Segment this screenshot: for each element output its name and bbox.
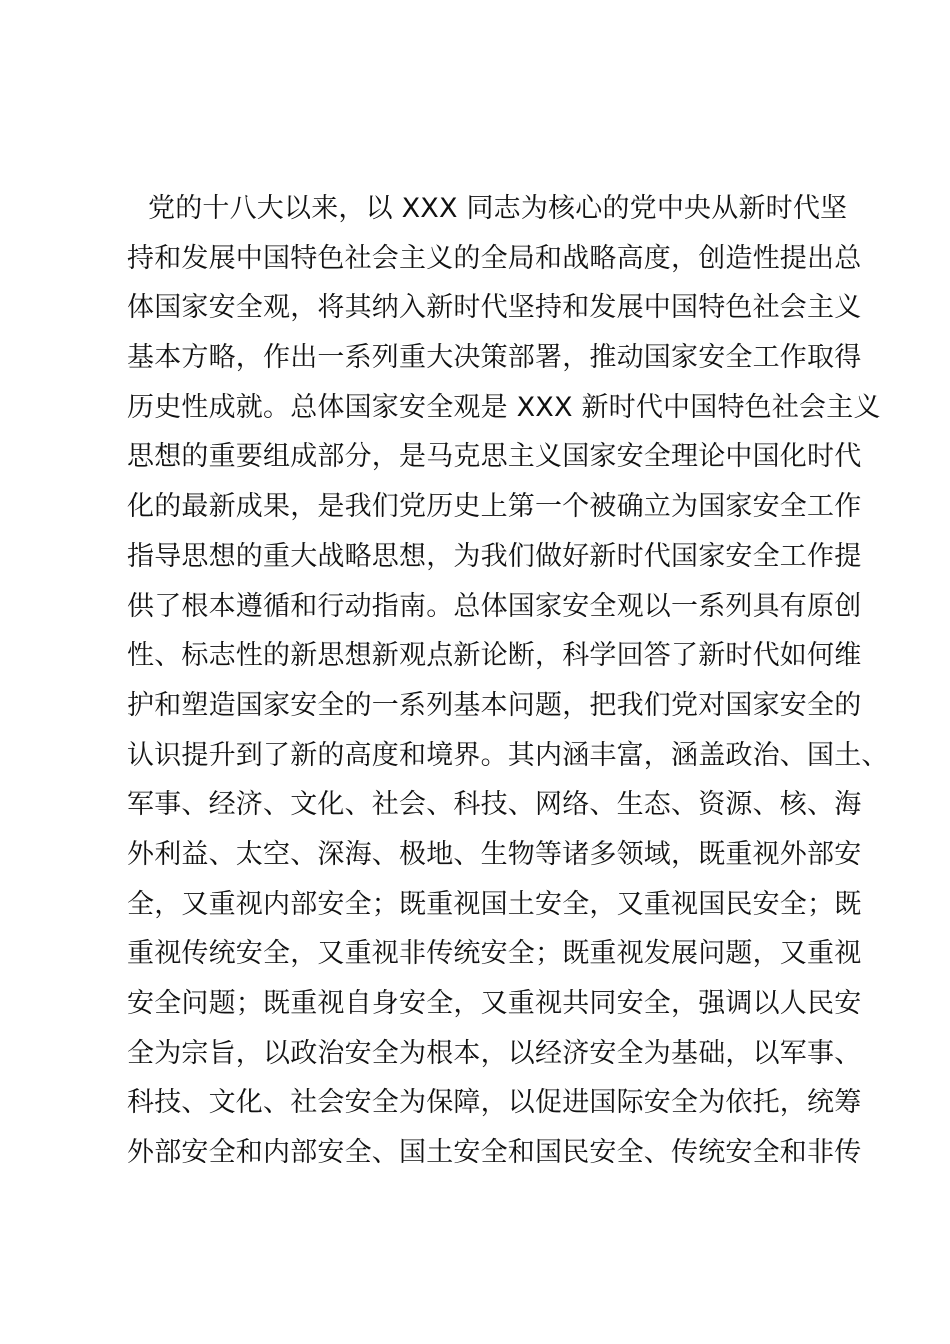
text-line: 化的最新成果，是我们党历史上第一个被确立为国家安全工作 [127, 491, 862, 523]
text-line: 全，又重视内部安全；既重视国土安全，又重视国民安全；既 [127, 888, 862, 920]
text-line: 历史性成就。总体国家安全观是 XXX 新时代中国特色社会主义 [127, 391, 881, 423]
text-line: 思想的重要组成部分，是马克思主义国家安全理论中国化时代 [127, 441, 862, 473]
text-line: 供了根本遵循和行动指南。总体国家安全观以一系列具有原创 [127, 590, 862, 622]
text-line: 军事、经济、文化、社会、科技、网络、生态、资源、核、海 [127, 789, 862, 821]
body-paragraph [127, 184, 889, 1178]
text-line: 外部安全和内部安全、国土安全和国民安全、传统安全和非传 [127, 1137, 862, 1169]
text-line: 体国家安全观，将其纳入新时代坚持和发展中国特色社会主义 [127, 292, 862, 324]
text-line: 持和发展中国特色社会主义的全局和战略高度，创造性提出总 [127, 242, 862, 274]
text-line: 基本方略，作出一系列重大决策部署，推动国家安全工作取得 [127, 342, 862, 374]
text-line: 安全问题；既重视自身安全，又重视共同安全，强调以人民安 [127, 988, 862, 1019]
text-line: 党的十八大以来，以 XXX 同志为核心的党中央从新时代坚 [148, 193, 848, 224]
text-line: 性、标志性的新思想新观点新论断，科学回答了新时代如何维 [127, 640, 862, 672]
text-line: 指导思想的重大战略思想，为我们做好新时代国家安全工作提 [127, 540, 862, 572]
text-line: 全为宗旨，以政治安全为根本，以经济安全为基础，以军事、 [127, 1037, 862, 1069]
text-line: 认识提升到了新的高度和境界。其内涵丰富，涵盖政治、国土、 [127, 739, 889, 771]
text-line: 重视传统安全，又重视非传统安全；既重视发展问题，又重视 [127, 938, 862, 970]
text-line: 外利益、太空、深海、极地、生物等诸多领域，既重视外部安 [127, 838, 862, 870]
text-line: 护和塑造国家安全的一系列基本问题，把我们党对国家安全的 [127, 689, 862, 721]
text-line: 科技、文化、社会安全为保障，以促进国际安全为依托，统筹 [127, 1087, 862, 1119]
